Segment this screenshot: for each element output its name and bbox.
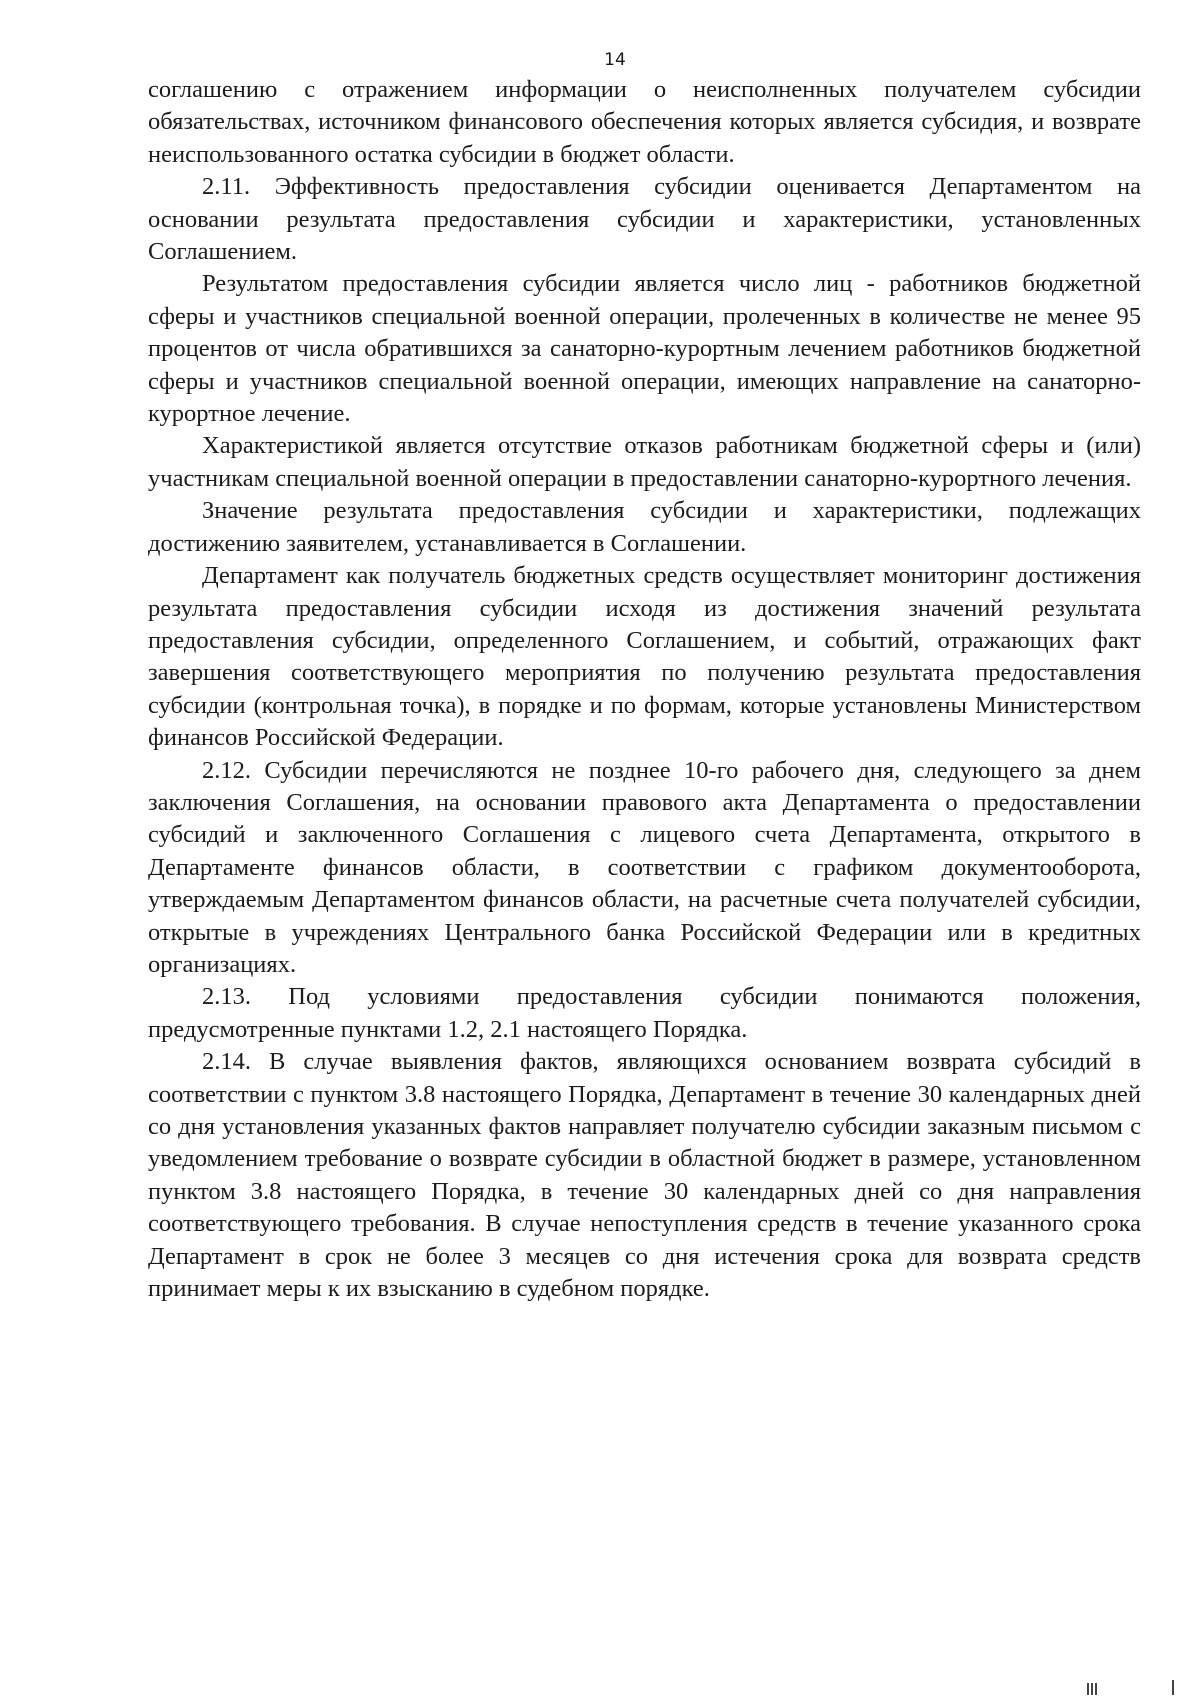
paragraph-2-14: 2.14. В случае выявления фактов, являющихся основанием возврата субсидий в соответствии с пунктом 3.8 настоящего Порядка, Департамент в течение 30 календарных дней со дня установления указанных фактов направляет получателю субсидии заказным письмом с уведомлением требование о возврате субсидии в областной бюджет в размере, установленном пунктом 3.8 настоящего Порядка, в течение 30 календарных дней со дня направления соответствующего требования. В случае непоступления средств в течение указанного срока Департамент в срок не более 3 месяцев со дня истечения срока для возврата средств принимает меры к их взысканию в судебном порядке. xyxy=(148,1048,1141,1303)
paragraph-continuation: соглашению с отражением информации о неисполненных получателем субсидии обязательствах, источником финансового обеспечения которых является субсидия, и возврате неиспользованного остатка субсидии в бюджет области. xyxy=(148,76,1141,168)
paragraph-characteristic: Характеристикой является отсутствие отказов работникам бюджетной сферы и (или) участникам специальной военной операции в предоставлении санаторно-курортного лечения. xyxy=(148,432,1141,492)
paragraph-2-11: 2.11. Эффективность предоставления субсидии оценивается Департаментом на основании результата предоставления субсидии и характеристики, установленных Соглашением. xyxy=(148,173,1141,266)
paragraph-2-12: 2.12. Субсидии перечисляются не позднее 10-го рабочего дня, следующего за днем заключения Соглашения, на основании правового акта Департамента о предоставлении субсидий и заключенного Соглашения с лицевого счета Департамента, открытого в Департаменте финансов области, в соответствии с графиком документооборота, утверждаемым Департаментом финансов области, на расчетные счета получателей субсидии, открытые в учреждениях Центрального банка Российской Федерации или в кредитных организациях. xyxy=(148,756,1141,978)
paragraph-result: Результатом предоставления субсидии является число лиц - работников бюджетной сферы и участников специальной военной операции, пролеченных в количестве не менее 95 процентов от числа обратившихся за санаторно-курортным лечением работников бюджетной сферы и участников специальной военной операции, имеющих направление на санаторно-курортное лечение. xyxy=(148,270,1141,428)
scan-artifact-mark xyxy=(1172,1680,1174,1695)
scan-artifact-mark xyxy=(1087,1683,1089,1695)
paragraph-result-value: Значение результата предоставления субсидии и характеристики, подлежащих достижению заявителем, устанавливается в Соглашении. xyxy=(148,497,1141,557)
paragraph-2-13: 2.13. Под условиями предоставления субсидии понимаются положения, предусмотренные пунктами 1.2, 2.1 настоящего Порядка. xyxy=(148,983,1141,1043)
scan-artifact-mark xyxy=(1091,1683,1093,1695)
paragraph-monitoring: Департамент как получатель бюджетных средств осуществляет мониторинг достижения результата предоставления субсидии исходя из достижения значений результата предоставления субсидии, определенного Соглашением, и событий, отражающих факт завершения соответствующего мероприятия по получению результата предоставления субсидии (контрольная точка), в порядке и по формам, которые установлены Министерством финансов Российской Федерации. xyxy=(148,562,1141,752)
document-body xyxy=(148,74,1141,1305)
scan-artifact-mark xyxy=(1095,1683,1097,1695)
page-number: 14 xyxy=(604,50,626,70)
